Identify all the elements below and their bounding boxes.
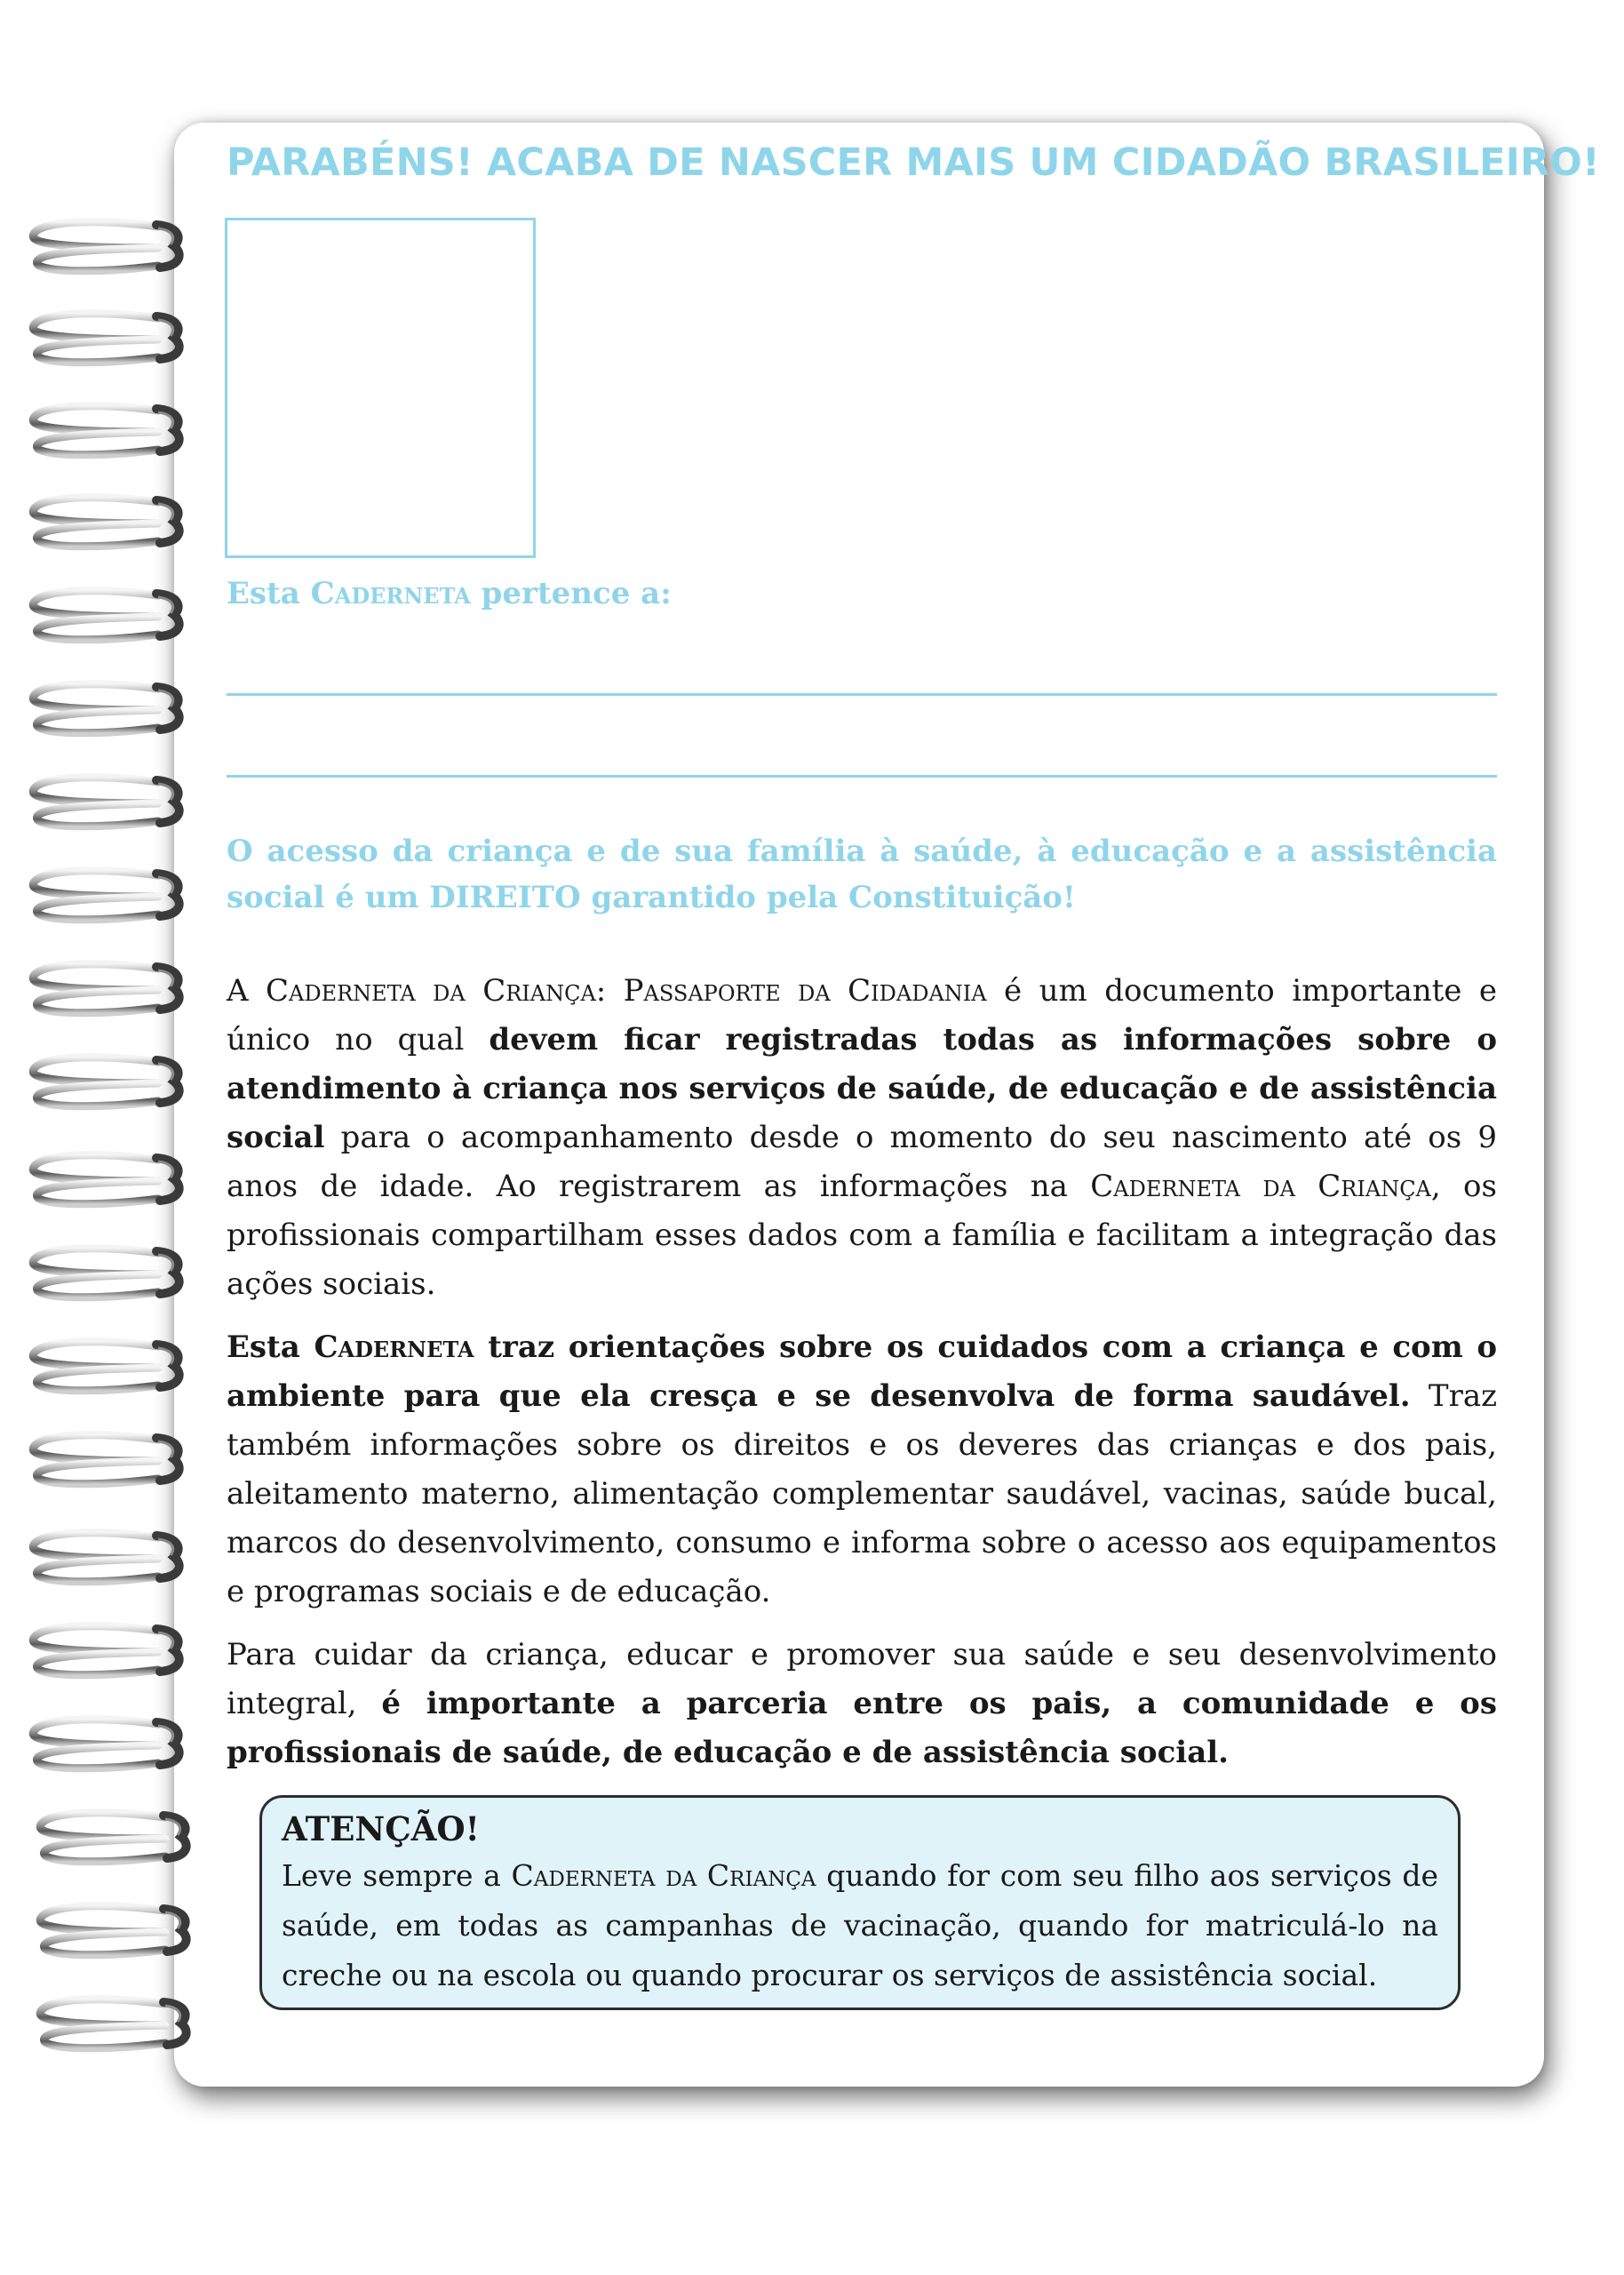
paragraph-intro-text-1: é um documento importante e único no qual [227,973,1497,1058]
paragraph-intro-bold: devem ficar registradas todas as informações sobre o atendimento à criança nos serviços de saúde, de educação e de assistência social [227,1022,1497,1155]
owner-label-caderneta: Caderneta [310,576,471,611]
attention-text [282,1851,1438,2000]
paragraph-guidance [227,1323,1497,1616]
spiral-coil [32,1995,201,2054]
spiral-coil [25,960,194,1018]
spiral-coil [25,493,194,552]
photo-frame [225,218,536,558]
attention-text-1: Leve sempre a [282,1858,512,1893]
paragraph-intro-text-3: , os profissionais compartilham esses dados com a família e facilitam a integração das ações sociais. [227,1169,1497,1302]
paragraph-intro-text-2: para o acompanhamento desde o momento do seu nascimento até os 9 anos de idade. Ao registrarem as informações na [227,1120,1497,1204]
rights-statement: O acesso da criança e de sua família à saúde, à educação e a assistência social é um DIREITO garantido pela Constituição! [227,834,1497,915]
attention-box [259,1795,1461,2010]
attention-title: ATENÇÃO! [282,1809,480,1848]
attention-smallcaps: Caderneta da Criança [511,1858,816,1893]
spiral-coil [25,1431,194,1489]
paragraph-partnership [227,1631,1497,1777]
spiral-coil [25,218,194,276]
paragraph-intro-smallcaps: Caderneta da Criança [1090,1169,1431,1204]
caderneta-title-text: A Caderneta da Criança: Passaporte da Cidadania [227,973,987,1009]
spiral-coil [25,680,194,738]
owner-label [227,576,672,611]
spiral-coil [25,1244,194,1303]
spiral-coil [25,1151,194,1209]
paragraph-guidance-text: Traz também informações sobre os direitos e os deveres das crianças e dos pais, aleitamento materno, alimentação complementar saudável, vacinas, saúde bucal, marcos do desenvolvimento, consumo e informa sobre o acesso aos equipamentos e programas sociais e de educação. [227,1378,1498,1609]
spiral-coil [25,773,194,832]
paragraph-partnership-text: Para cuidar da criança, educar e promover sua saúde e seu desenvolvimento integral, [227,1637,1497,1721]
spiral-coil [25,1715,194,1774]
spiral-coil [25,587,194,645]
owner-label-prefix: Esta [227,576,311,611]
spiral-coil [25,1337,194,1396]
spiral-coil [25,309,194,368]
paragraph-intro [227,967,1497,1309]
spiral-coil [25,1053,194,1112]
spiral-coil [32,1808,201,1867]
paragraph-partnership-bold: é importante a parceria entre os pais, a comunidade e os profissionais de saúde, de educação e de assistência social. [227,1686,1497,1770]
owner-name-line-2 [227,775,1497,778]
paragraph-guidance-bold [227,1329,1497,1414]
spiral-coil [25,402,194,460]
paragraph-guidance-bold-1: Esta [227,1329,314,1365]
owner-name-line-1 [227,693,1497,696]
body-text [227,967,1497,1792]
spiral-coil [25,1622,194,1680]
owner-label-suffix: pertence a: [470,576,672,611]
spiral-coil [32,1902,201,1960]
spiral-coil [25,866,194,925]
spiral-coil [25,1529,194,1587]
paragraph-guidance-bold-2: traz orientações sobre os cuidados com a criança e com o ambiente para que ela cresça e se desenvolva de forma saudável. [227,1329,1497,1414]
page-title: PARABÉNS! ACABA DE NASCER MAIS UM CIDADÃO BRASILEIRO! [227,140,1600,185]
paragraph-guidance-smallcaps: Caderneta [314,1329,474,1365]
attention-text-2: quando for com seu filho aos serviços de saúde, em todas as campanhas de vacinação, quando for matriculá-lo na creche ou na escola ou quando procurar os serviços de assistência social. [282,1858,1438,1992]
